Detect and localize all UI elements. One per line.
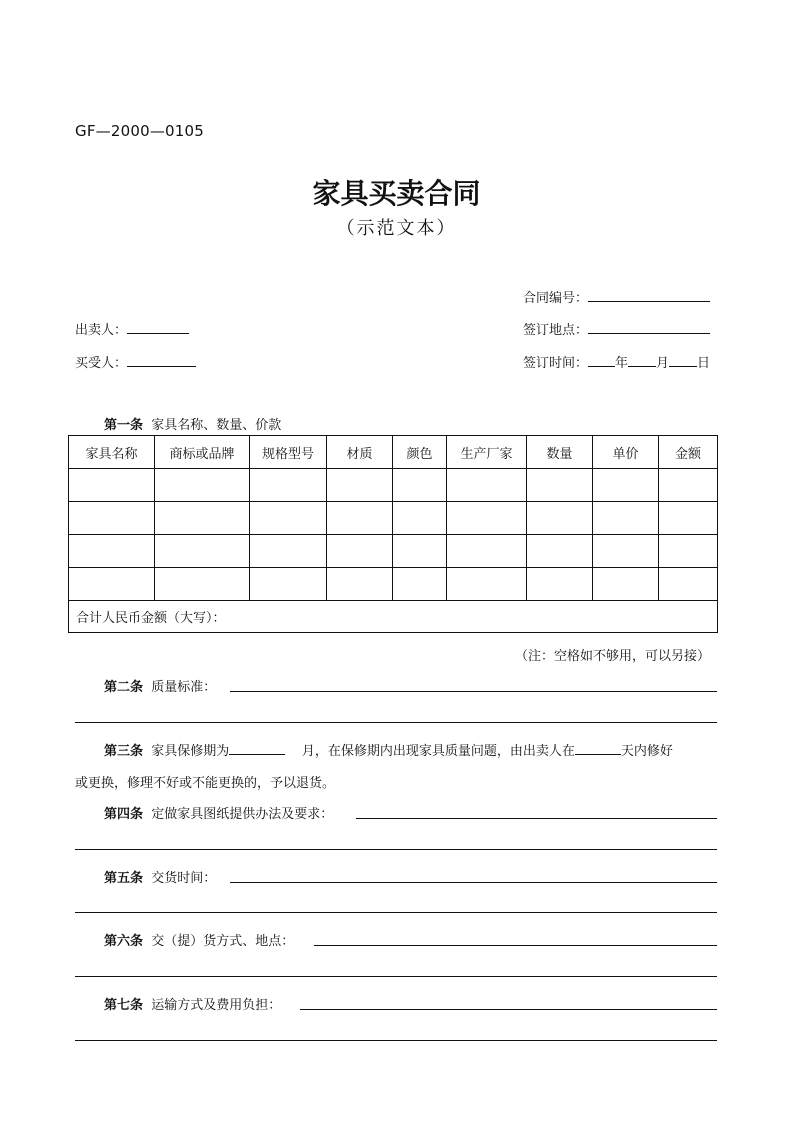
table-cell[interactable]: [155, 469, 250, 502]
buyer-row: [75, 352, 196, 371]
table-cell[interactable]: [527, 469, 593, 502]
table-cell[interactable]: [250, 535, 327, 568]
column-header: 单价: [593, 436, 659, 469]
total-amount-label: 合计人民币金额（大写）：: [76, 611, 226, 626]
table-header-row: [69, 436, 718, 469]
table-cell[interactable]: [527, 502, 593, 535]
buyer-label: 买受人：: [75, 356, 128, 371]
article-4-field-line-2[interactable]: [75, 849, 717, 850]
table-cell[interactable]: [155, 568, 250, 601]
sign-time-label: 签订时间：: [523, 356, 589, 371]
table-cell[interactable]: [527, 568, 593, 601]
table-cell[interactable]: [250, 469, 327, 502]
table-row: [69, 535, 718, 568]
article-3-text-b: 月，在保修期内出现家具质量问题，由出卖人在: [301, 744, 575, 759]
article-6-text: 交（提）货方式、地点：: [151, 934, 295, 949]
article-2-field-line-2[interactable]: [75, 722, 717, 723]
article-2-text: 质量标准：: [151, 680, 217, 695]
table-cell[interactable]: [447, 502, 527, 535]
article-5-field-line-2[interactable]: [75, 912, 717, 913]
table-cell[interactable]: [593, 502, 659, 535]
article-1-text: 家具名称、数量、价款: [151, 418, 282, 433]
buyer-field[interactable]: [127, 354, 196, 367]
sign-place-row: [523, 319, 710, 338]
article-7-field[interactable]: [300, 1009, 717, 1010]
table-cell[interactable]: [69, 469, 155, 502]
table-cell[interactable]: [69, 502, 155, 535]
table-cell[interactable]: [155, 535, 250, 568]
table-cell[interactable]: [393, 469, 447, 502]
seller-label: 出卖人：: [75, 323, 128, 338]
table-cell[interactable]: [593, 568, 659, 601]
table-cell[interactable]: [327, 535, 393, 568]
column-header: 商标或品牌: [155, 436, 250, 469]
page-subtitle: （示范文本）: [336, 218, 457, 239]
table-cell[interactable]: [659, 568, 718, 601]
article-6-field-line-2[interactable]: [75, 976, 717, 977]
sign-month-field[interactable]: [628, 354, 656, 367]
table-cell[interactable]: [447, 469, 527, 502]
table-cell[interactable]: [69, 535, 155, 568]
table-cell[interactable]: [393, 568, 447, 601]
sign-place-label: 签订地点：: [523, 323, 589, 338]
sign-day-field[interactable]: [669, 354, 697, 367]
table-cell[interactable]: [250, 568, 327, 601]
table-row: [69, 568, 718, 601]
table-row: [69, 502, 718, 535]
article-4-number: 第四条: [104, 807, 144, 822]
sign-time-row: [523, 352, 710, 371]
article-2-number: 第二条: [104, 680, 144, 695]
table-cell[interactable]: [659, 535, 718, 568]
article-4: [104, 803, 333, 822]
contract-number-row: [523, 287, 710, 306]
note: （注：空格如不够用，可以另接）: [515, 649, 711, 664]
contract-number-field[interactable]: [588, 289, 710, 302]
column-header: 颜色: [393, 436, 447, 469]
column-header: 规格型号: [250, 436, 327, 469]
table-cell[interactable]: [327, 568, 393, 601]
article-3-text-a: 家具保修期为: [151, 744, 230, 759]
article-7-text: 运输方式及费用负担：: [151, 998, 282, 1013]
table-cell[interactable]: [250, 502, 327, 535]
table-cell[interactable]: [393, 535, 447, 568]
article-5-number: 第五条: [104, 871, 144, 886]
table-cell[interactable]: [327, 469, 393, 502]
column-header: 数量: [527, 436, 593, 469]
column-header: 家具名称: [69, 436, 155, 469]
article-5-field[interactable]: [230, 882, 717, 883]
table-cell[interactable]: [659, 469, 718, 502]
goods-table: [68, 435, 718, 633]
article-7-number: 第七条: [104, 998, 144, 1013]
article-3: [104, 740, 673, 759]
table-cell[interactable]: [659, 502, 718, 535]
table-cell[interactable]: [393, 502, 447, 535]
article-6-number: 第六条: [104, 934, 144, 949]
article-4-text: 定做家具图纸提供办法及要求：: [151, 807, 334, 822]
table-cell[interactable]: [527, 535, 593, 568]
table-cell[interactable]: [69, 568, 155, 601]
article-5-text: 交货时间：: [151, 871, 217, 886]
article-1-number: 第一条: [104, 418, 144, 433]
day-label: 日: [697, 356, 711, 371]
article-1: [104, 414, 281, 433]
table-cell[interactable]: [155, 502, 250, 535]
article-3-text-c: 天内修好: [620, 744, 673, 759]
table-cell[interactable]: [593, 535, 659, 568]
article-4-field[interactable]: [356, 818, 717, 819]
article-5: [104, 867, 216, 886]
seller-row: [75, 319, 189, 338]
article-2-field[interactable]: [230, 691, 717, 692]
month-label: 月: [656, 356, 670, 371]
table-cell[interactable]: [447, 535, 527, 568]
table-cell[interactable]: [327, 502, 393, 535]
column-header: 生产厂家: [447, 436, 527, 469]
warranty-months-field[interactable]: [229, 742, 285, 755]
table-cell[interactable]: [593, 469, 659, 502]
article-6-field[interactable]: [314, 945, 717, 946]
repair-days-field[interactable]: [575, 742, 621, 755]
table-cell[interactable]: [447, 568, 527, 601]
article-7: [104, 994, 281, 1013]
article-7-field-line-2[interactable]: [75, 1040, 717, 1041]
sign-place-field[interactable]: [588, 321, 710, 334]
total-amount-cell[interactable]: [69, 601, 718, 633]
year-label: 年: [615, 356, 629, 371]
table-row: [69, 469, 718, 502]
column-header: 金额: [659, 436, 718, 469]
sign-year-field[interactable]: [588, 354, 615, 367]
contract-number-label: 合同编号：: [523, 291, 589, 306]
article-3-number: 第三条: [104, 744, 144, 759]
article-3-text-d: 或更换，修理不好或不能更换的，予以退货。: [75, 776, 336, 791]
column-header: 材质: [327, 436, 393, 469]
article-6: [104, 930, 294, 949]
article-2: [104, 676, 216, 695]
total-row: [69, 601, 718, 633]
seller-field[interactable]: [127, 321, 189, 334]
page-title: 家具买卖合同: [312, 177, 481, 210]
document-code: GF—2000—0105: [75, 122, 204, 140]
